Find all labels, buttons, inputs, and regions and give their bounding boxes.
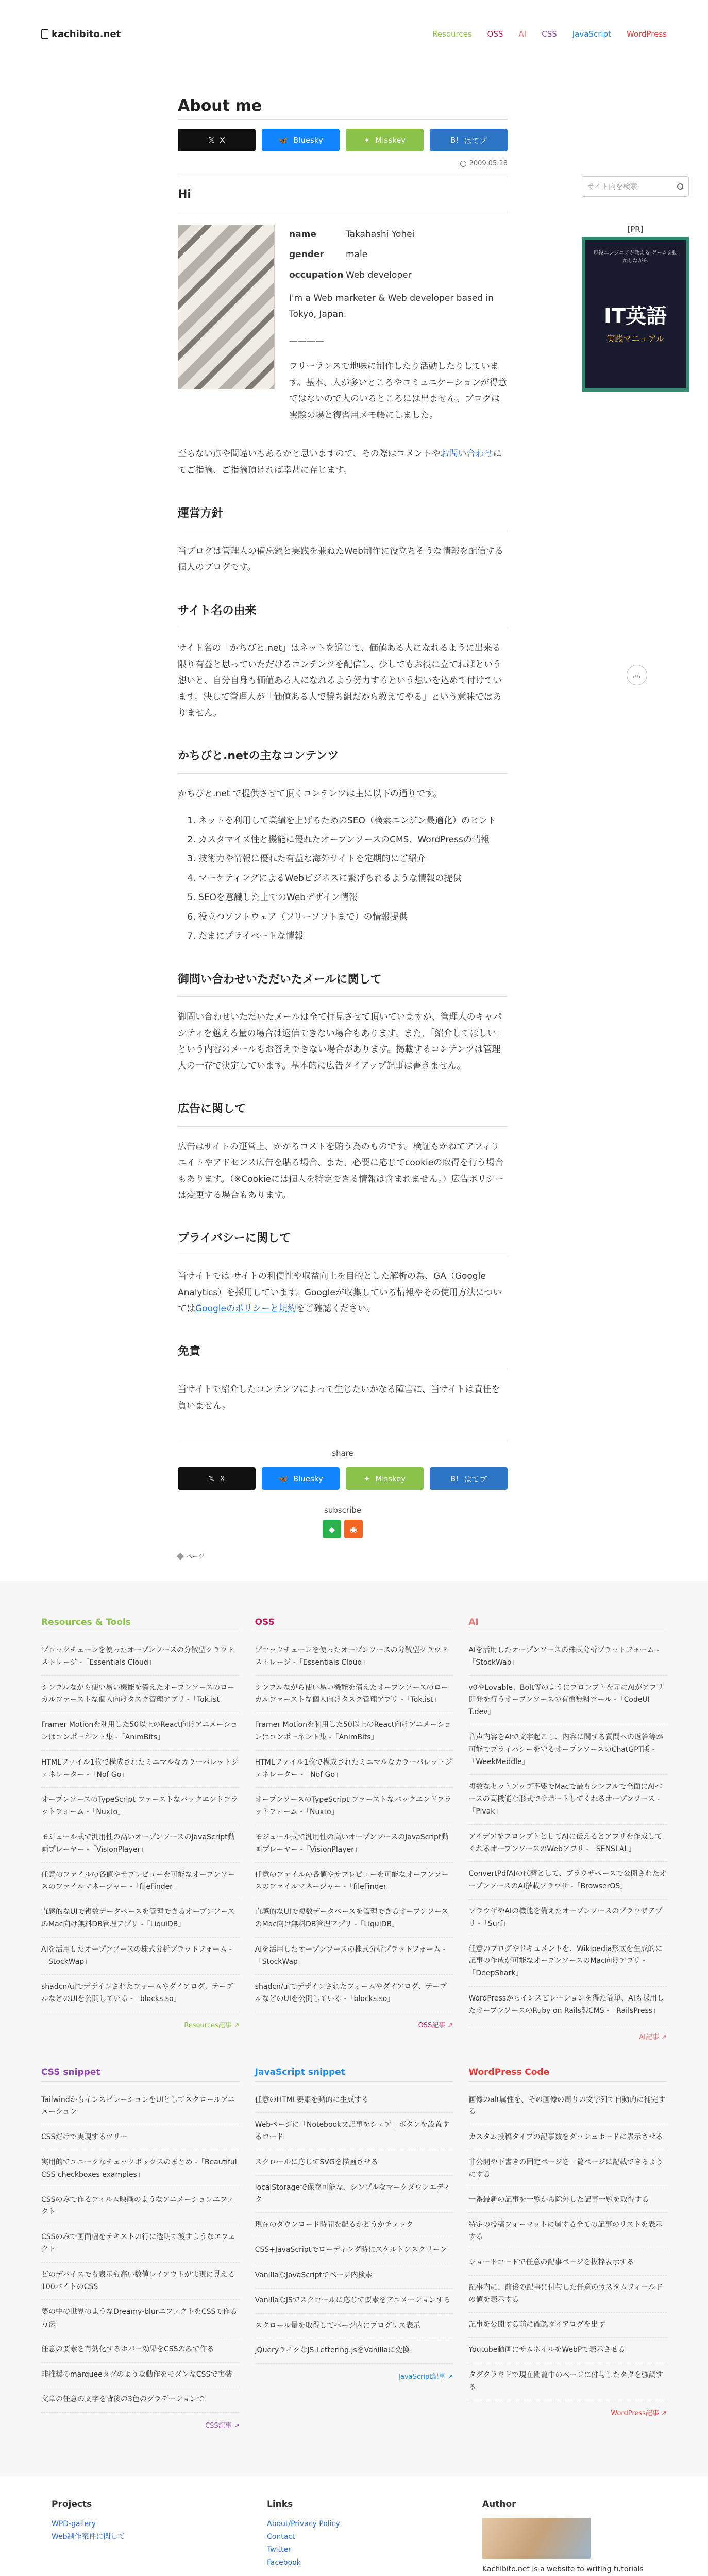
- origin-heading: サイト名の由来: [178, 601, 508, 629]
- footer-article-link[interactable]: CSSのみで画面幅をテキストの行に透明で渡すようなエフェクト: [41, 2225, 240, 2263]
- footer-article-link[interactable]: 記事内に、前後の記事に付与した任意のカスタムフィールドの値を表示する: [468, 2276, 667, 2313]
- gender-label: gender: [289, 249, 324, 260]
- origin-text: サイト名の「かちびと.net」はネットを通じて、価値ある人になれるように出来る限り有益と思っていただけるコンテンツを配信し、少しでもお役に立てればという想いと、自分自身も価値ある人になれるよう努力するという想いを込めて付けています。決して管理人が「価値ある人で勝ち組だから教えてやる」という意味ではありません。: [178, 643, 502, 718]
- footer-article-link[interactable]: 画像のalt属性を、その画像の周りの文字列で自動的に補完する: [468, 2088, 667, 2126]
- share-row-bottom: [178, 1467, 508, 1490]
- footer-article-link[interactable]: Framer Motionを利用した50以上のReact向けアニメーションはコンポーネント集 -「AnimBits」: [255, 1713, 453, 1751]
- site-logo[interactable]: [41, 29, 121, 40]
- footer-article-link[interactable]: シンプルながら使い易い機能を備えたオープンソースのローカルファーストな個人向けタスク管理アプリ -「Tok.ist」: [255, 1676, 453, 1714]
- subscribe-label: subscribe: [324, 1505, 361, 1515]
- footer-column-title: WordPress Code: [468, 2067, 667, 2082]
- footer-article-link[interactable]: HTMLファイル1枚で構成されたミニマルなカラーパレットジェネレーター -「Nof Go」: [41, 1751, 240, 1788]
- privacy-paragraph: [178, 1268, 508, 1317]
- policy-heading: 運営方針: [178, 503, 508, 531]
- share-x-label: X: [220, 1474, 225, 1483]
- footer-more-link[interactable]: OSS記事 ↗: [418, 2021, 453, 2029]
- content-list: [198, 813, 508, 945]
- book-title: IT英語: [603, 304, 667, 328]
- profile-table: [289, 225, 414, 285]
- x-icon: 𝕏: [208, 1474, 215, 1483]
- footer-article-link[interactable]: どのデバイスでも表示も高い数値レイアウトが実現に見える100バイトのCSS: [41, 2263, 240, 2300]
- list-item: 2. カスタマイズ性と機能に優れたオープンソースのCMS、WordPressの情報: [198, 832, 508, 848]
- footer-article-link[interactable]: AIを活用したオープンソースの株式分析プラットフォーム -「StockWap」: [255, 1938, 453, 1975]
- share-misskey-label: Misskey: [375, 135, 406, 145]
- footer-article-link[interactable]: シンプルながら使い易い機能を備えたオープンソースのローカルファーストな個人向けタスク管理アプリ -「Tok.ist」: [41, 1676, 240, 1714]
- links-title: Links: [267, 2499, 293, 2510]
- nav-resources[interactable]: Resources: [432, 29, 472, 39]
- footer-article-link[interactable]: ConvertPdfAIの代替として、ブラウザベースで公開されたオープンソースのAI搭載ブラウザ -「BrowserOS」: [468, 1862, 667, 1900]
- footer-row: [41, 1617, 667, 2041]
- footer-article-link[interactable]: shadcn/uiでデザインされたフォームやダイアログ、テーブルなどのUIを公開している -「blocks.so」: [255, 1975, 453, 2012]
- share-x-button[interactable]: [178, 1467, 256, 1490]
- privacy-text-after: をご確認ください。: [296, 1303, 375, 1314]
- share-misskey-button[interactable]: [346, 1467, 424, 1490]
- footer-article-link[interactable]: モジュール式で汎用性の高いオープンソースのJavaScript動画プレーヤー -「VisionPlayer」: [41, 1825, 240, 1863]
- profile-photo: [178, 225, 275, 389]
- hi-heading: Hi: [178, 177, 508, 212]
- projects-column: [52, 2497, 226, 2576]
- footer-article-link[interactable]: 現在のダウンロード時間を配るかどうかチェック: [255, 2213, 453, 2238]
- contact-text-after: にてご指摘、ご指摘頂ければ幸甚に存じます。: [178, 449, 502, 476]
- jp-intro: フリーランスで地味に制作したり活動したりしています。基本、人が多いところやコミュニケーションが得意ではないので人のいるところには出ません。ブログは実験の場と復習用メモ帳にしました。: [289, 361, 507, 420]
- footer-column-title: Resources & Tools: [41, 1617, 240, 1632]
- footer-article-link[interactable]: AIを活用したオープンソースの株式分析プラットフォーム -「StockWap」: [41, 1938, 240, 1975]
- share-bluesky-button[interactable]: [262, 1467, 340, 1490]
- footer-article-link[interactable]: 直感的なUIで複数データベースを管理できるオープンソースのMac向け無料DB管理アプリ -「LiquiDB」: [255, 1900, 453, 1938]
- book-subtitle: 実践マニュアル: [606, 334, 664, 344]
- footer-row: [41, 2067, 667, 2430]
- logo-icon: [41, 29, 48, 39]
- footer-article-link[interactable]: 一番最新の記事を一覧から除外した記事一覧を取得する: [468, 2188, 667, 2213]
- pr-label: [PR]: [627, 225, 644, 234]
- misskey-icon: ✦: [363, 135, 370, 145]
- site-footer: [0, 2476, 708, 2576]
- footer-article-link[interactable]: カスタム投稿タイプの記事数をダッシュボードに表示させる: [468, 2125, 667, 2150]
- book-top: 現役エンジニアが教える ゲームを動かしながら: [593, 250, 678, 264]
- list-item: 3. 技術力や情報に優れた有益な海外サイトを定期的にご紹介: [198, 851, 508, 867]
- main-content: [178, 68, 508, 1581]
- footer-more-link[interactable]: JavaScript記事 ↗: [398, 2373, 453, 2381]
- nav-javascript[interactable]: JavaScript: [572, 29, 611, 39]
- search-input[interactable]: [582, 176, 689, 197]
- post-date-text: 2009.05.28: [469, 160, 508, 167]
- share-row-top: [178, 129, 508, 151]
- footer-article-link[interactable]: スクロール量を取得してページ内にプログレス表示: [255, 2314, 453, 2339]
- footer-article-link[interactable]: HTMLファイル1枚で構成されたミニマルなカラーパレットジェネレーター -「Nof Go」: [255, 1751, 453, 1788]
- privacy-heading: プライバシーに関して: [178, 1228, 508, 1256]
- footer-article-link[interactable]: 任意の要素を有効化するホバー効果をCSSのみで作る: [41, 2337, 240, 2363]
- google-policy-link[interactable]: Googleのポリシーと規約: [195, 1303, 296, 1314]
- footer-article-link[interactable]: アイデアをプロンプトとしてAIに伝えるとアプリを作成してくれるオープンソースのWebアプリ -「SENSLAL」: [468, 1825, 667, 1862]
- footer-article-link[interactable]: AIを活用したオープンソースの株式分析プラットフォーム -「StockWap」: [468, 1638, 667, 1676]
- footer-article-link[interactable]: 実用的でユニークなチェックボックスのまとめ -「Beautiful CSS checkboxes examples」: [41, 2150, 240, 2188]
- mail-text: 御問い合わせいただいたメールは全て拝見させて頂いていますが、管理人のキャパシティを越える量の場合は返信できない場合もあります。また、「紹介してほしい」という内容のメールもお答えできない場合があります。掲載するコンテンツは管理人の一存で決定しています。基本的に広告タイアップ記事は書きません。: [178, 1012, 505, 1071]
- x-icon: 𝕏: [208, 135, 215, 145]
- mail-heading: 御問い合わせいただいたメールに関して: [178, 970, 508, 997]
- article: [178, 177, 508, 1414]
- logo-text: kachibito.net: [52, 28, 121, 40]
- content-intro: かちびと.net で提供させて頂くコンテンツは主に以下の通りです。: [178, 789, 442, 800]
- footer-article-link[interactable]: Framer Motionを利用した50以上のReact向けアニメーションはコンポーネント集 -「AnimBits」: [41, 1713, 240, 1751]
- footer-article-link[interactable]: プロックチェーンを使ったオープンソースの分散型クラウドストレージ -「Essentials Cloud」: [255, 1638, 453, 1676]
- post-date: [178, 160, 508, 167]
- footer-column: [255, 2067, 453, 2430]
- share-block: [178, 1440, 508, 1490]
- footer-article-link[interactable]: 文章の任意の文字を背後の3色のグラデーションで: [41, 2387, 240, 2413]
- footer-article-link[interactable]: WordPressからインスピレーションを得た簡単、AIも採用したオープンソースのRuby on Rails製CMS -「RailsPress」: [468, 1987, 667, 2024]
- footer-column-title: AI: [468, 1617, 667, 1632]
- project-link[interactable]: Web制作案件に関して: [52, 2533, 125, 2541]
- footer-column: [41, 1617, 240, 2041]
- share-x-button[interactable]: [178, 129, 256, 151]
- footer-link[interactable]: Facebook: [267, 2558, 301, 2567]
- book-ad[interactable]: [582, 237, 689, 392]
- contact-text-before: 至らない点や間違いもあるかと思いますので、その際はコメントや: [178, 449, 441, 460]
- footer-article-link[interactable]: 非公開や下書きの固定ページを一覧ページに記載できるようにする: [468, 2150, 667, 2188]
- footer-article-link[interactable]: Youtube動画にサムネイルをWebPで表示させる: [468, 2338, 667, 2363]
- separator: ————: [289, 335, 324, 346]
- site-header: [0, 0, 708, 68]
- top-nav: [432, 29, 667, 39]
- footer-article-link[interactable]: プロックチェーンを使ったオープンソースの分散型クラウドストレージ -「Essentials Cloud」: [41, 1638, 240, 1676]
- tag-link[interactable]: ページ: [186, 1553, 205, 1560]
- footer-article-link[interactable]: 複数なセットアップ不要でMacで最もシンプルで全面にAIベースの高機能な形式でサポートしてくれるオープンソース -「Pivak」: [468, 1775, 667, 1824]
- nav-oss[interactable]: OSS: [487, 29, 503, 39]
- tag-icon: [177, 1552, 184, 1560]
- footer-article-link[interactable]: 音声内容をAIで文字起こし、内容に関する質問への返答等が可能でプライバシーを守るオープンソースのChatGPT版 -「WeekMeddle」: [468, 1725, 667, 1775]
- footer-article-link[interactable]: CSS+JavaScriptでローディング時にスケルトンスクリーン: [255, 2238, 453, 2263]
- footer-article-link[interactable]: タグクラウドで現在閲覧中のページに付与したタグを強調する: [468, 2363, 667, 2401]
- list-item: 7. たまにプライベートな情報: [198, 928, 508, 944]
- contact-paragraph: [178, 446, 508, 479]
- links-column: [267, 2497, 441, 2576]
- footer-article-link[interactable]: localStorageで保存可能な、シンプルなマークダウンエディタ: [255, 2176, 453, 2213]
- nav-ai[interactable]: AI: [518, 29, 527, 39]
- footer-article-link[interactable]: スクロールに応じてSVGを描画させる: [255, 2150, 453, 2176]
- footer-article-link[interactable]: VanillaなJavaScriptでページ内検索: [255, 2263, 453, 2289]
- list-item: 1. ネットを利用して業績を上げるためのSEO（検索エンジン最適化）のヒント: [198, 813, 508, 829]
- search-icon[interactable]: [677, 183, 683, 190]
- profile: [178, 225, 508, 434]
- subscribe-icons: [178, 1520, 508, 1538]
- footer-column-title: CSS snippet: [41, 2067, 240, 2082]
- page-title: About me: [178, 78, 508, 120]
- footer-article-link[interactable]: 任意のHTML要素を動的に生成する: [255, 2088, 453, 2113]
- share-hatena-button[interactable]: [430, 129, 508, 151]
- ad-text: 広告はサイトの運営上、かかるコストを賄う為のものです。検証もかねてアフィリエイトやアドセンス広告を貼る場合、また、必要に応じてcookieの取得を行う場合もあります。（※Cookieには個人を特定できる情報は含まれません。）広告ポリシーは変更する場合もあります。: [178, 1141, 504, 1200]
- chevron-up-icon: ︽: [633, 671, 640, 680]
- share-misskey-label: Misskey: [375, 1474, 406, 1483]
- footer-columns: [0, 1581, 708, 2476]
- footer-more-link[interactable]: CSS記事 ↗: [205, 2422, 240, 2430]
- footer-more-link[interactable]: Resources記事 ↗: [184, 2021, 240, 2029]
- subscribe-block: [178, 1505, 508, 1538]
- footer-column-title: JavaScript snippet: [255, 2067, 453, 2082]
- author-column: [482, 2497, 656, 2576]
- footer-column: [255, 1617, 453, 2041]
- share-hatena-label: はてブ: [464, 135, 487, 145]
- footer-article-link[interactable]: モジュール式で汎用性の高いオープンソースのJavaScript動画プレーヤー -「VisionPlayer」: [255, 1825, 453, 1863]
- footer-article-link[interactable]: TailwindからインスピレーションをUIとしてスクロールアニメーション: [41, 2088, 240, 2126]
- content-heading: かちびと.netの主なコンテンツ: [178, 746, 508, 774]
- feedly-icon[interactable]: ◆: [323, 1520, 341, 1538]
- name-value: Takahashi Yohei: [346, 229, 415, 240]
- hatena-icon: B!: [450, 135, 459, 145]
- footer-article-link[interactable]: ブラウザやAIの機能を備えたオープンソースのブラウザアプリ -「Surf」: [468, 1900, 667, 1937]
- list-item: 6. 役立つソフトウェア（フリーソフトまで）の情報提供: [198, 909, 508, 925]
- disclaimer-heading: 免責: [178, 1342, 508, 1369]
- clock-icon: [460, 161, 466, 167]
- hatena-icon: B!: [450, 1474, 459, 1483]
- footer-column-title: OSS: [255, 1617, 453, 1632]
- footer-column: [468, 2067, 667, 2430]
- footer-more-link[interactable]: AI記事 ↗: [639, 2033, 667, 2041]
- list-item: 5. SEOを意識した上でのWebデザイン情報: [198, 890, 508, 906]
- footer-article-link[interactable]: オープンソースのTypeScript ファーストなバックエンドフラットフォーム -「Nuxto」: [255, 1788, 453, 1825]
- footer-column: [468, 1617, 667, 2041]
- bluesky-icon: 🦋: [278, 135, 288, 145]
- search-placeholder: サイト内を検索: [587, 183, 638, 191]
- footer-article-link[interactable]: 非推奨のmarqueeタグのような動作をモダンなCSSで実装: [41, 2363, 240, 2388]
- share-bluesky-button[interactable]: [262, 129, 340, 151]
- profile-info: [289, 225, 508, 434]
- share-label: share: [332, 1449, 353, 1458]
- footer-link[interactable]: Contact: [267, 2533, 295, 2541]
- author-image: [482, 2518, 591, 2559]
- disclaimer-text: 当サイトで紹介したコンテンツによって生じたいかなる障害に、当サイトは責任を負いません。: [178, 1384, 500, 1411]
- footer-article-link[interactable]: shadcn/uiでデザインされたフォームやダイアログ、テーブルなどのUIを公開している -「blocks.so」: [41, 1975, 240, 2012]
- footer-link[interactable]: Twitter: [267, 2546, 291, 2554]
- privacy-text-before: 当サイトでは サイトの利便性や収益向上を目的とした解析の為、GA（Google Analytics）を採用しています。Googleが収集している情報やその使用方法については: [178, 1271, 502, 1314]
- bluesky-icon: 🦋: [278, 1474, 288, 1483]
- nav-css[interactable]: CSS: [542, 29, 557, 39]
- share-x-label: X: [220, 135, 225, 145]
- author-title: Author: [482, 2499, 516, 2510]
- name-label: name: [289, 229, 316, 240]
- occupation-value: Web developer: [346, 269, 412, 280]
- footer-article-link[interactable]: 記事を公開する前に確認ダイアログを出す: [468, 2313, 667, 2338]
- footer-article-link[interactable]: オープンソースのTypeScript ファーストなバックエンドフラットフォーム -「Nuxto」: [41, 1788, 240, 1825]
- share-hatena-label: はてブ: [464, 1474, 487, 1484]
- footer-article-link[interactable]: Webページに「Notebook文記事をシェア」ボタンを設置するコード: [255, 2113, 453, 2150]
- footer-article-link[interactable]: CSSだけで実現するツリー: [41, 2125, 240, 2150]
- share-misskey-button[interactable]: [346, 129, 424, 151]
- footer-article-link[interactable]: v0やLovable、Bolt等のようにプロンプトを元にAIがアプリ開発を行うオープンソースの有償無料ツール -「CodeUI T.dev」: [468, 1676, 667, 1725]
- footer-article-link[interactable]: 夢の中の世界のようなDreamy-blurエフェクトをCSSで作る方法: [41, 2300, 240, 2337]
- share-bluesky-label: Bluesky: [293, 1474, 323, 1483]
- policy-text: 当ブログは管理人の備忘録と実践を兼ねたWeb制作に役立ちそうな情報を配信する個人のブログです。: [178, 546, 504, 573]
- footer-article-link[interactable]: CSSのみで作るフィルム映画のようなアニメーションエフェクト: [41, 2188, 240, 2226]
- footer-article-link[interactable]: 直感的なUIで複数データベースを管理できるオープンソースのMac向け無料DB管理アプリ -「LiquiDB」: [41, 1900, 240, 1938]
- footer-article-link[interactable]: ショートコードで任意の記事ページを抜粋表示する: [468, 2250, 667, 2276]
- share-hatena-button[interactable]: [430, 1467, 508, 1490]
- author-text: Kachibito.net is a website to writing tutorials: [482, 2565, 644, 2573]
- misskey-icon: ✦: [363, 1474, 370, 1483]
- sidebar: [587, 68, 690, 1581]
- footer-more-link[interactable]: WordPress記事 ↗: [611, 2410, 667, 2418]
- gender-value: male: [346, 249, 368, 260]
- footer-article-link[interactable]: VanillaなJSでスクロールに応じて要素をアニメーションする: [255, 2289, 453, 2314]
- projects-title: Projects: [52, 2499, 92, 2510]
- bio: I'm a Web marketer & Web developer based in Tokyo, Japan.: [289, 293, 494, 320]
- contact-link[interactable]: お問い合わせ: [440, 449, 493, 460]
- footer-article-link[interactable]: 任意のファイルの各値やサブレビューを可能なオープンソースのファイルマネージャー -「fileFinder」: [41, 1863, 240, 1901]
- back-to-top-button[interactable]: [627, 665, 647, 685]
- footer-article-link[interactable]: 任意のファイルの各値やサブレビューを可能なオープンソースのファイルマネージャー -「fileFinder」: [255, 1863, 453, 1901]
- occupation-label: occupation: [289, 269, 344, 280]
- share-bluesky-label: Bluesky: [293, 135, 323, 145]
- footer-article-link[interactable]: jQueryライクなJS.Lettering.jsをVanillaに変換: [255, 2338, 453, 2364]
- footer-article-link[interactable]: 特定の投稿フォーマットに属する全ての記事のリストを表示する: [468, 2213, 667, 2250]
- nav-wordpress[interactable]: WordPress: [626, 29, 667, 39]
- project-link[interactable]: WPD-gallery: [52, 2519, 96, 2528]
- list-item: 4. マーケティングによるWebビジネスに繋げられるような情報の提供: [198, 871, 508, 887]
- footer-link[interactable]: About/Privacy Policy: [267, 2519, 340, 2528]
- tag-row: [178, 1552, 508, 1561]
- rss-icon[interactable]: ◉: [344, 1520, 363, 1538]
- footer-column: [41, 2067, 240, 2430]
- ad-heading: 広告に関して: [178, 1099, 508, 1127]
- footer-article-link[interactable]: 任意のブログやドキュメントを、Wikipedia形式を生成的に記事の作成が可能なオープンソースのMac向けアプリ -「DeepShark」: [468, 1937, 667, 1987]
